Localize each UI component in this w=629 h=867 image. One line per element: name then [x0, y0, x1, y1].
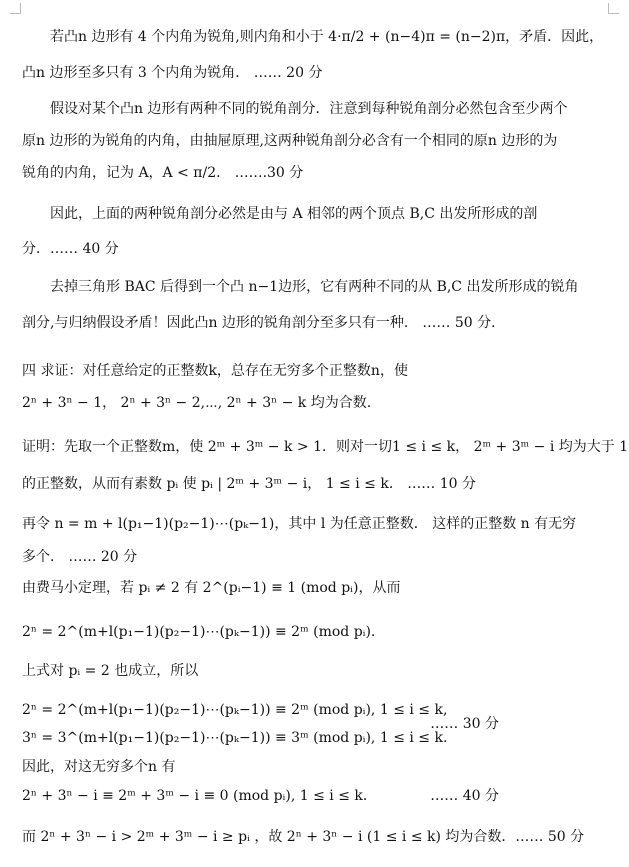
formula-line: 2ⁿ = 2^(m+l(p₁−1)(p₂−1)⋯(pₖ−1)) ≡ 2ᵐ (mod pᵢ), 1 ≤ i ≤ k, [22, 702, 448, 718]
text-line: 剖分,与归纳假设矛盾！因此凸n 边形的锐角剖分至多只有一种． …… 50 分． [22, 315, 506, 331]
text-line: 的正整数，从而有素数 pᵢ 使 pᵢ | 2ᵐ + 3ᵐ − i， 1 ≤ i ≤ k． …… 10 分 [22, 476, 476, 492]
formula-line: 而 2ⁿ + 3ⁿ − i > 2ᵐ + 3ᵐ − i ≥ pᵢ ，故 2ⁿ + 3ⁿ − i (1 ≤ i ≤ k) 均为合数．…… 50 分 [22, 829, 585, 845]
text-line: 假设对某个凸n 边形有两种不同的锐角剖分．注意到每种锐角剖分必然包含至少两个 [50, 101, 568, 117]
text-line: 因此，上面的两种锐角剖分必然是由与 A 相邻的两个顶点 B,C 出发所形成的剖 [50, 206, 538, 222]
score-label: …… 30 分 [430, 716, 499, 732]
text-line: 2ⁿ + 3ⁿ − 1， 2ⁿ + 3ⁿ − 2,⋯, 2ⁿ + 3ⁿ − k 均为合数. [22, 395, 372, 411]
text-line: 分．…… 40 分 [22, 241, 119, 257]
text-line: 由费马小定理，若 pᵢ ≠ 2 有 2^(pᵢ−1) ≡ 1 (mod pᵢ)，从而 [22, 580, 401, 596]
formula-line: 2ⁿ + 3ⁿ − i ≡ 2ᵐ + 3ᵐ − i ≡ 0 (mod pᵢ), 1 ≤ i ≤ k． [22, 788, 377, 804]
text-line: 上式对 pᵢ = 2 也成立，所以 [22, 663, 199, 679]
score-label: …… 40 分 [430, 788, 499, 804]
text-line: 凸n 边形至多只有 3 个内角为锐角． …… 20 分 [22, 65, 323, 81]
text-line: 若凸n 边形有 4 个内角为锐角,则内角和小于 4·π/2 + (n−4)π = (n−2)π，矛盾．因此， [50, 29, 604, 45]
text-line: 锐角的内角，记为 A，A < π/2． …….30 分 [22, 165, 304, 181]
formula-line: 2ⁿ = 2^(m+l(p₁−1)(p₂−1)⋯(pₖ−1)) ≡ 2ᵐ (mod pᵢ). [22, 624, 376, 640]
section-heading: 四 求证：对任意给定的正整数k，总存在无穷多个正整数n，使 [22, 363, 408, 379]
text-line: 原n 边形的为锐角的内角，由抽屉原理,这两种锐角剖分必含有一个相同的原n 边形的为 [22, 133, 558, 149]
text-line: 再令 n = m + l(p₁−1)(p₂−1)⋯(pₖ−1)，其中 l 为任意正整数． 这样的正整数 n 有无穷 [22, 516, 577, 532]
crop-mark-top-left [10, 3, 21, 14]
text-line: 证明：先取一个正整数m，使 2ᵐ + 3ᵐ − k > 1．则对一切1 ≤ i ≤ k， 2ᵐ + 3ᵐ − i 均为大于 1 [22, 439, 629, 455]
text-line: 多个． …… 20 分 [22, 549, 138, 565]
crop-mark-top-right [608, 3, 619, 14]
formula-line: 3ⁿ = 3^(m+l(p₁−1)(p₂−1)⋯(pₖ−1)) ≡ 3ᵐ (mod pᵢ), 1 ≤ i ≤ k. [22, 730, 448, 746]
text-line: 去掉三角形 BAC 后得到一个凸 n−1边形，它有两种不同的从 B,C 出发所形成的锐角 [50, 279, 579, 295]
text-line: 因此，对这无穷多个n 有 [22, 759, 176, 775]
